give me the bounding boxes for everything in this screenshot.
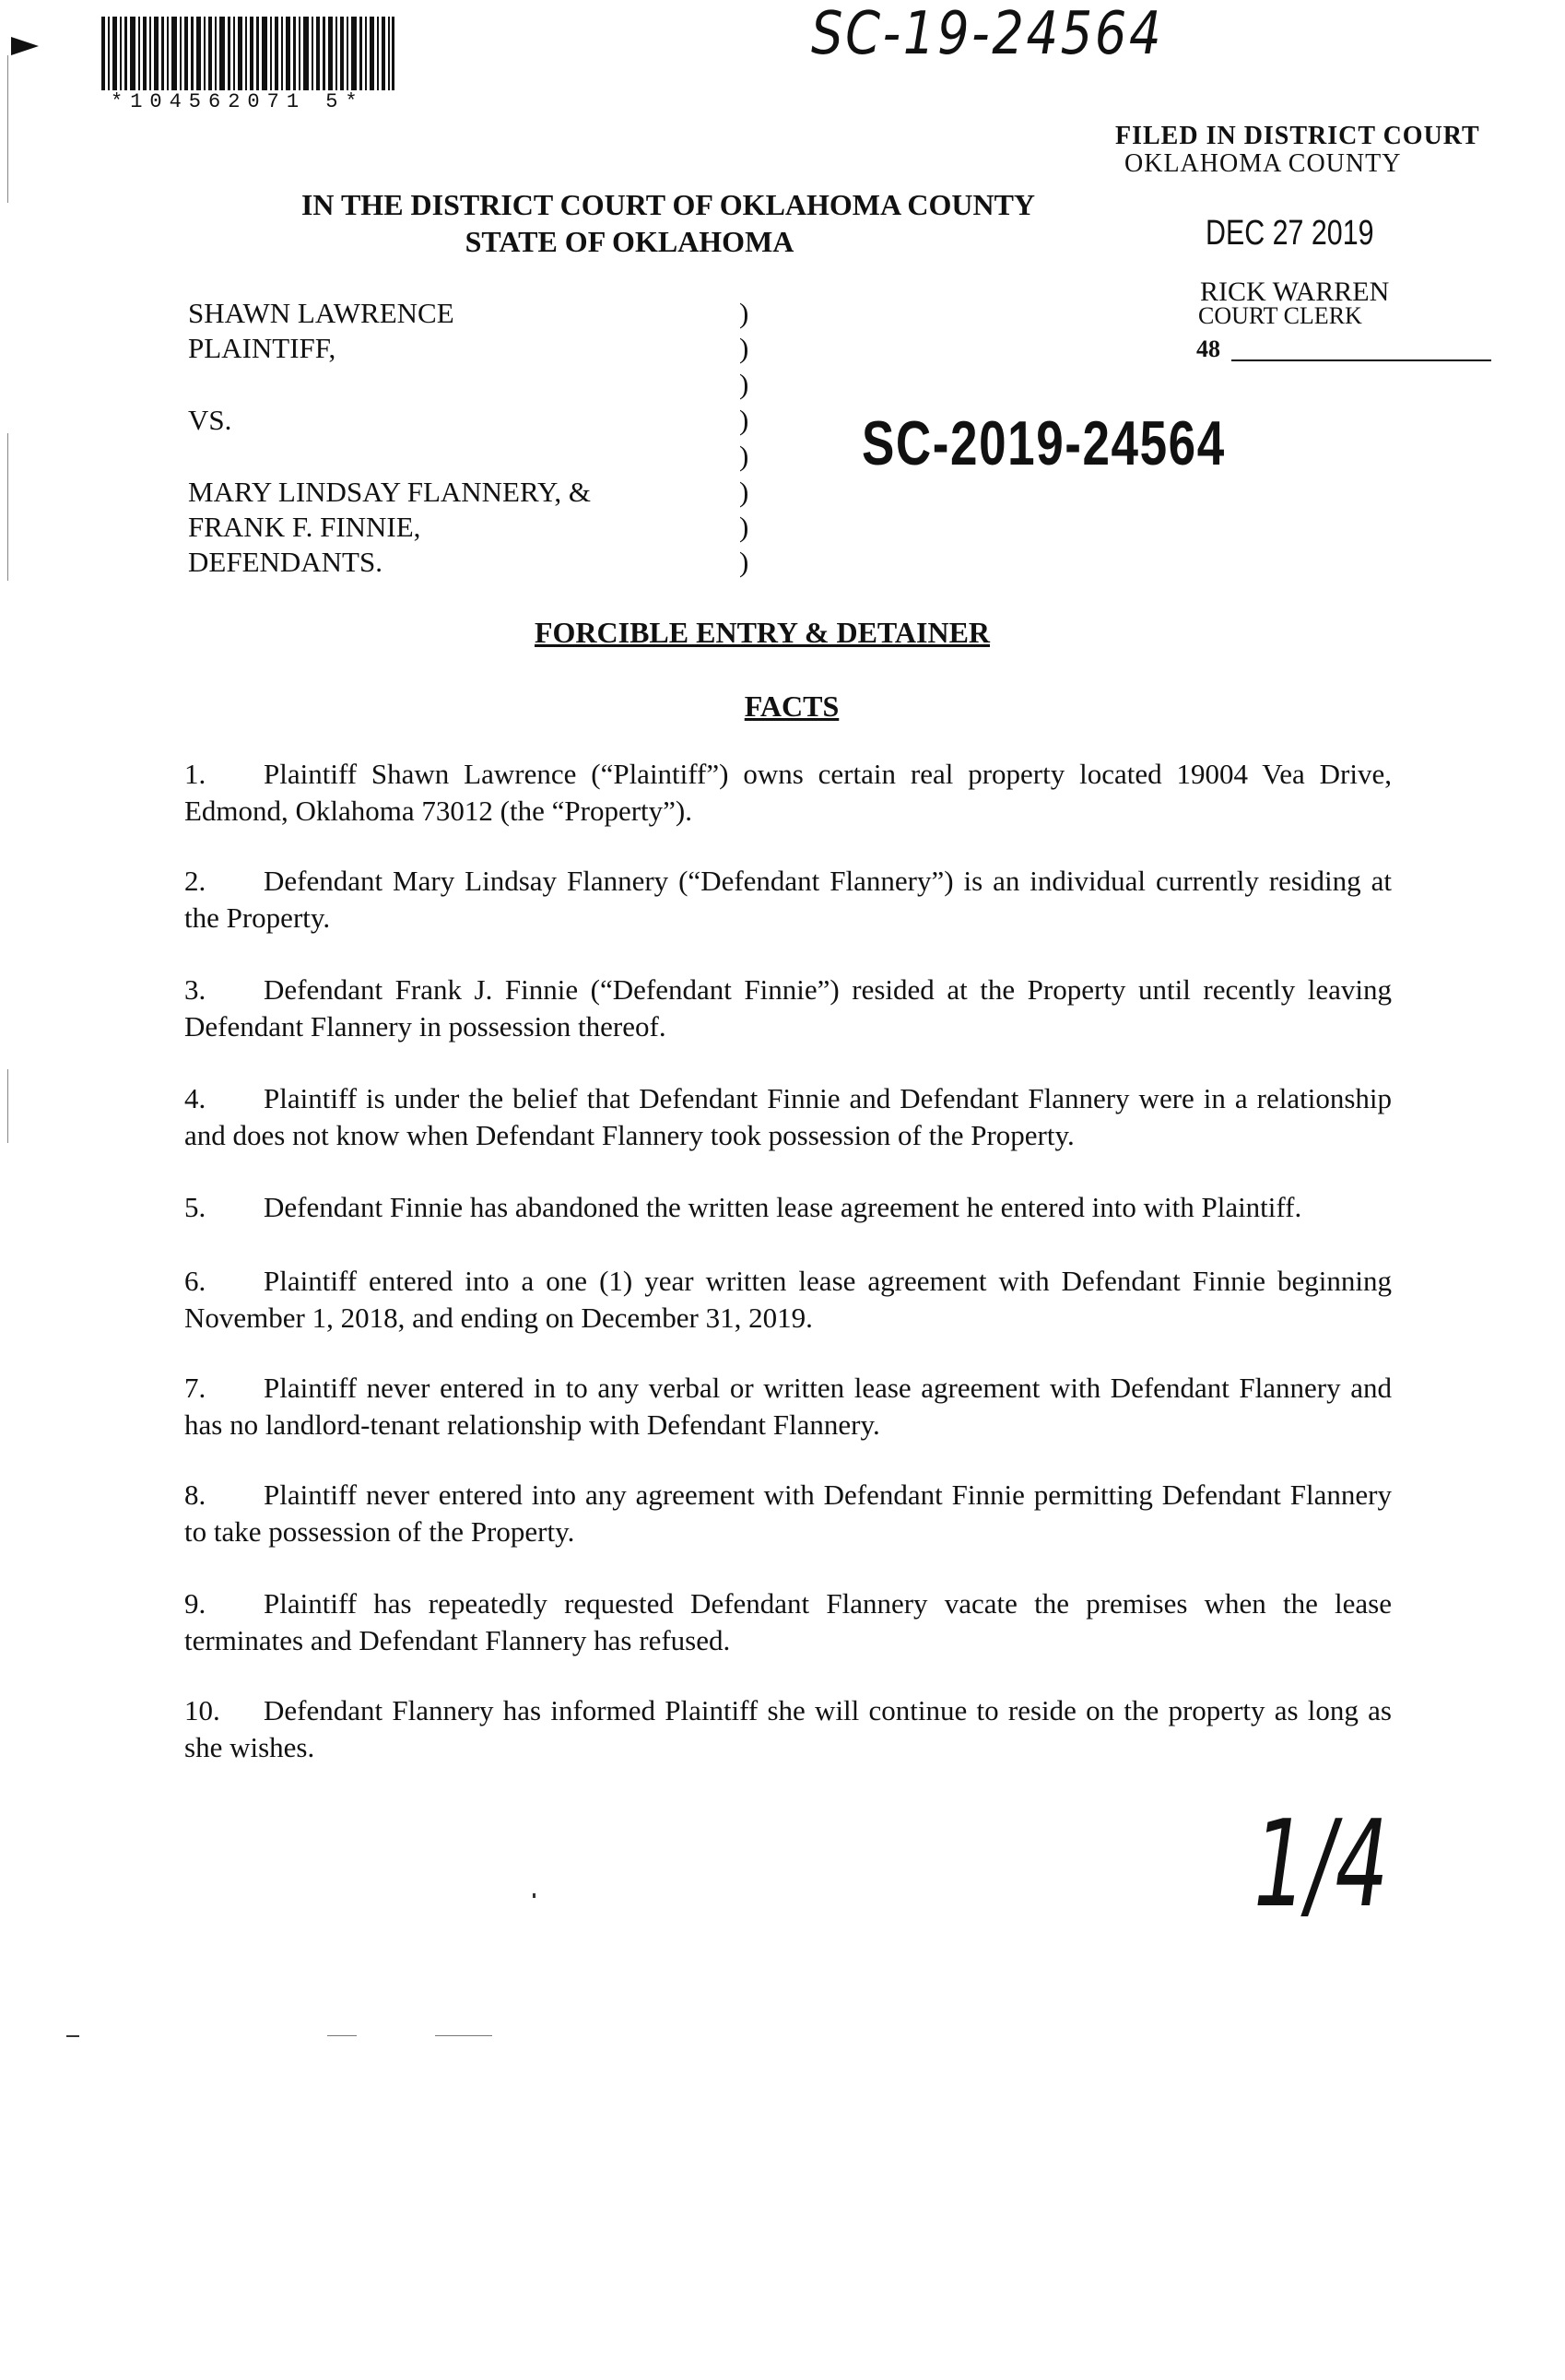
caption-paren: ) bbox=[739, 511, 749, 543]
scan-speck bbox=[66, 2035, 79, 2037]
paragraph bbox=[184, 1370, 1392, 1443]
scan-speck bbox=[533, 1893, 535, 1898]
handwritten-case-number: SC-19-24564 bbox=[811, 0, 1164, 68]
paragraph bbox=[184, 1585, 1392, 1659]
paragraph-text: Plaintiff has repeatedly requested Defendant Flannery vacate the premises when the lease terminates and Defendant Flannery has refused. bbox=[184, 1587, 1392, 1656]
defendant-line2: FRANK F. FINNIE, bbox=[188, 511, 421, 543]
scan-margin-line bbox=[7, 55, 8, 203]
paragraph bbox=[184, 756, 1392, 830]
court-title: IN THE DISTRICT COURT OF OKLAHOMA COUNTY bbox=[300, 188, 1036, 221]
paragraph-number: 7. bbox=[184, 1372, 206, 1404]
clerk-name: RICK WARREN bbox=[1200, 277, 1390, 307]
scan-speck bbox=[435, 2035, 492, 2036]
paragraph-number: 2. bbox=[184, 865, 206, 897]
filed-stamp-line1: FILED IN DISTRICT COURT bbox=[1115, 122, 1480, 150]
clerk-number: 48 bbox=[1196, 336, 1220, 362]
paragraph-text: Defendant Finnie has abandoned the written lease agreement he entered into with Plaintiff. bbox=[264, 1191, 1302, 1223]
filed-date: DEC 27 2019 bbox=[1206, 214, 1374, 253]
paragraph-text: Defendant Mary Lindsay Flannery (“Defendant Flannery”) is an individual currently residing at the Property. bbox=[184, 865, 1392, 934]
paragraph bbox=[184, 1477, 1392, 1550]
scan-arrow-mark bbox=[11, 37, 39, 55]
paragraph-text: Plaintiff never entered into any agreement with Defendant Finnie permitting Defendant Flannery to take possession of the Property. bbox=[184, 1479, 1392, 1548]
barcode bbox=[101, 17, 394, 90]
paragraph bbox=[184, 1263, 1392, 1337]
paragraph-text: Plaintiff entered into a one (1) year written lease agreement with Defendant Finnie beginning November 1, 2018, and ending on December 31, 2019. bbox=[184, 1265, 1392, 1334]
scan-margin-line bbox=[7, 1069, 8, 1143]
paragraph-number: 6. bbox=[184, 1265, 206, 1297]
paragraph-text: Defendant Flannery has informed Plaintiff she will continue to reside on the property as long as she wishes. bbox=[184, 1694, 1392, 1763]
case-number-stamp: SC-2019-24564 bbox=[862, 408, 1226, 478]
caption-paren: ) bbox=[739, 546, 749, 578]
caption-paren: ) bbox=[739, 297, 749, 329]
defendant-role: DEFENDANTS. bbox=[188, 546, 382, 578]
paragraph-number: 3. bbox=[184, 973, 206, 1006]
paragraph-text: Defendant Frank J. Finnie (“Defendant Finnie”) resided at the Property until recently leaving Defendant Flannery in possession thereof. bbox=[184, 973, 1392, 1043]
filed-stamp-line2: OKLAHOMA COUNTY bbox=[1124, 149, 1402, 178]
caption-paren: ) bbox=[739, 476, 749, 508]
scan-speck bbox=[327, 2035, 357, 2036]
caption-paren: ) bbox=[739, 368, 749, 400]
paragraph-text: Plaintiff is under the belief that Defendant Finnie and Defendant Flannery were in a relationship and does not know when Defendant Flannery took possession of the Property. bbox=[184, 1082, 1392, 1151]
paragraph-number: 8. bbox=[184, 1479, 206, 1511]
scan-margin-line bbox=[7, 433, 8, 581]
versus: VS. bbox=[188, 404, 232, 436]
caption-paren: ) bbox=[739, 404, 749, 436]
plaintiff-name: SHAWN LAWRENCE bbox=[188, 297, 454, 329]
paragraph-number: 4. bbox=[184, 1082, 206, 1114]
paragraph bbox=[184, 1080, 1392, 1154]
paragraph-number: 5. bbox=[184, 1191, 206, 1223]
caption-paren: ) bbox=[739, 440, 749, 472]
barcode-number: *104562071 5* bbox=[111, 90, 365, 113]
paragraph bbox=[184, 1692, 1392, 1766]
clerk-signature-line bbox=[1231, 359, 1491, 361]
court-state: STATE OF OKLAHOMA bbox=[465, 225, 794, 258]
paragraph-text: Plaintiff never entered in to any verbal or written lease agreement with Defendant Flannery and has no landlord-tenant relationship with Defendant Flannery. bbox=[184, 1372, 1392, 1441]
paragraph-text: Plaintiff Shawn Lawrence (“Plaintiff”) owns certain real property located 19004 Vea Drive, Edmond, Oklahoma 73012 (the “Property”). bbox=[184, 758, 1392, 827]
paragraph bbox=[184, 1189, 1392, 1226]
caption-paren: ) bbox=[739, 332, 749, 364]
section-title: FACTS bbox=[744, 689, 840, 723]
paragraph-number: 1. bbox=[184, 758, 206, 790]
handwritten-page-number: 1/4 bbox=[1253, 1794, 1389, 1934]
paragraph bbox=[184, 972, 1392, 1045]
paragraph-number: 9. bbox=[184, 1587, 206, 1620]
plaintiff-role: PLAINTIFF, bbox=[188, 332, 336, 364]
paragraph-number: 10. bbox=[184, 1694, 220, 1726]
defendant-line1: MARY LINDSAY FLANNERY, & bbox=[188, 476, 591, 508]
paragraph bbox=[184, 863, 1392, 937]
document-title: FORCIBLE ENTRY & DETAINER bbox=[534, 616, 991, 649]
clerk-title: COURT CLERK bbox=[1198, 302, 1362, 329]
